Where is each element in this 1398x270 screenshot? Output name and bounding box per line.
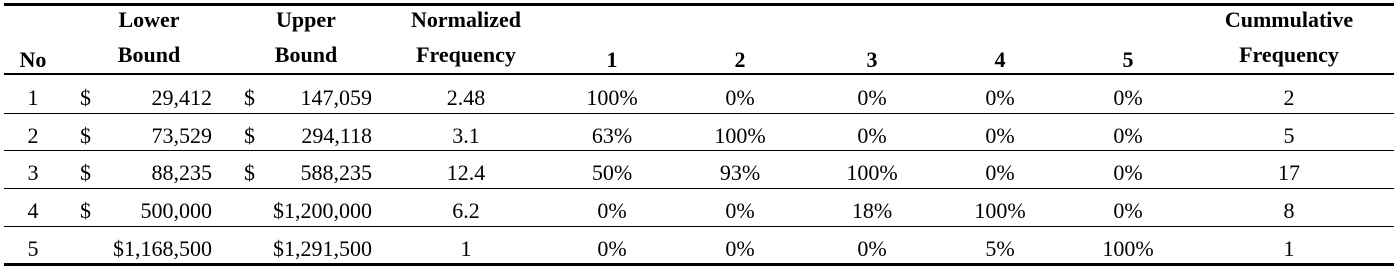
cell-lower-bound: 500,000: [140, 198, 212, 223]
cell-upper-currency: $: [244, 85, 255, 110]
header-upper-line1: Upper: [276, 7, 336, 32]
cell-upper-bound: $1,200,000: [273, 198, 372, 223]
cell-normalized-frequency: 1: [460, 236, 472, 261]
cell-lower-bound: 73,529: [151, 123, 212, 148]
cell-col-2: 0%: [725, 85, 755, 110]
header-col-3: 3: [866, 47, 878, 72]
cell-lower-bound: $1,168,500: [113, 236, 212, 261]
cell-col-1: 63%: [591, 123, 633, 148]
header-no: No: [19, 47, 47, 72]
cell-no: 1: [27, 85, 39, 110]
cell-col-1: 50%: [591, 160, 633, 185]
row-divider: [4, 188, 1394, 189]
cell-upper-currency: $: [244, 160, 255, 185]
cell-lower-bound: 88,235: [151, 160, 212, 185]
row-divider: [4, 226, 1394, 227]
cell-col-4: 0%: [985, 123, 1015, 148]
cell-no: 5: [27, 236, 39, 261]
cell-cumulative-frequency: 2: [1283, 85, 1295, 110]
cell-upper-currency: $: [244, 123, 255, 148]
header-col-1: 1: [606, 47, 618, 72]
header-lower-line1: Lower: [118, 7, 180, 32]
table-bottom-rule: [4, 263, 1394, 266]
cell-col-5: 0%: [1113, 198, 1143, 223]
header-rule: [4, 73, 1394, 75]
cell-cumulative-frequency: 5: [1283, 123, 1295, 148]
cell-col-5: 100%: [1102, 236, 1154, 261]
cell-col-5: 0%: [1113, 85, 1143, 110]
cell-upper-bound: 294,118: [301, 123, 372, 148]
cell-col-4: 100%: [974, 198, 1026, 223]
cell-col-2: 0%: [725, 198, 755, 223]
cell-normalized-frequency: 6.2: [452, 198, 480, 223]
cell-col-2: 100%: [714, 123, 766, 148]
table-top-rule: [4, 3, 1394, 6]
cell-cumulative-frequency: 1: [1283, 236, 1295, 261]
cell-upper-bound: $1,291,500: [273, 236, 372, 261]
row-divider: [4, 150, 1394, 151]
cell-col-3: 100%: [846, 160, 898, 185]
cell-no: 3: [27, 160, 39, 185]
cell-col-3: 0%: [857, 236, 887, 261]
cell-normalized-frequency: 12.4: [446, 160, 486, 185]
cell-lower-currency: $: [80, 85, 91, 110]
row-divider: [4, 113, 1394, 114]
cell-upper-bound: 147,059: [300, 85, 372, 110]
cell-col-4: 5%: [985, 236, 1015, 261]
cell-col-3: 0%: [857, 85, 887, 110]
cell-normalized-frequency: 3.1: [452, 123, 480, 148]
cell-col-2: 93%: [719, 160, 761, 185]
header-upper-line2: Bound: [274, 42, 338, 67]
cell-col-5: 0%: [1113, 123, 1143, 148]
cell-cumulative-frequency: 17: [1278, 160, 1300, 185]
header-col-5: 5: [1122, 47, 1134, 72]
cell-upper-bound: 588,235: [300, 160, 372, 185]
cell-col-1: 0%: [597, 198, 627, 223]
cell-cumulative-frequency: 8: [1283, 198, 1295, 223]
cell-normalized-frequency: 2.48: [446, 85, 486, 110]
cell-col-2: 0%: [725, 236, 755, 261]
cell-col-1: 0%: [597, 236, 627, 261]
cell-col-5: 0%: [1113, 160, 1143, 185]
cell-col-3: 0%: [857, 123, 887, 148]
cell-lower-currency: $: [80, 160, 91, 185]
cell-lower-bound: 29,412: [151, 85, 212, 110]
cell-col-1: 100%: [586, 85, 638, 110]
cell-no: 4: [27, 198, 39, 223]
header-cumulative-line1: Cummulative: [1224, 7, 1354, 32]
header-normalized-line2: Frequency: [416, 42, 516, 67]
cell-col-4: 0%: [985, 160, 1015, 185]
cell-col-4: 0%: [985, 85, 1015, 110]
header-cumulative-line2: Frequency: [1239, 42, 1339, 67]
header-col-4: 4: [994, 47, 1006, 72]
cell-no: 2: [27, 123, 39, 148]
cell-col-3: 18%: [851, 198, 893, 223]
header-lower-line2: Bound: [117, 42, 181, 67]
header-col-2: 2: [734, 47, 746, 72]
header-normalized-line1: Normalized: [411, 7, 521, 32]
cell-lower-currency: $: [80, 123, 91, 148]
cell-lower-currency: $: [80, 198, 91, 223]
